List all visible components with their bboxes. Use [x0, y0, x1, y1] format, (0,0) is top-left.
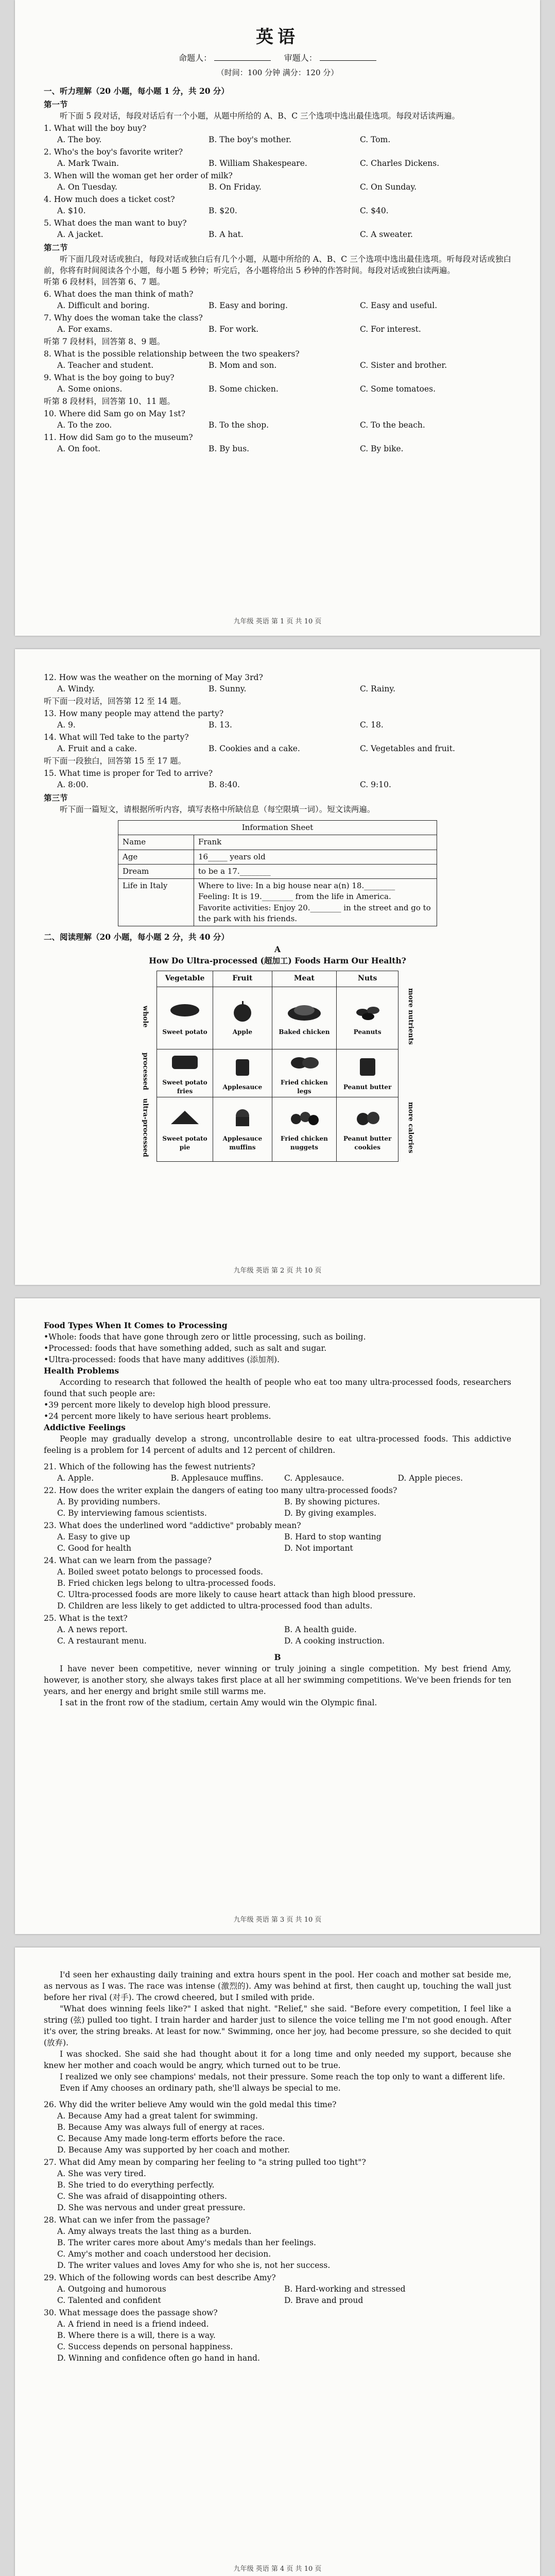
food-label: Peanuts — [353, 1028, 381, 1036]
applesauce-image — [215, 1055, 269, 1083]
answer-option: D. The writer values and loves Amy for who she is, not her success. — [57, 2261, 331, 2270]
answer-option: D. Children are less likely to get addicted to ultra-processed food than adults. — [57, 1601, 373, 1611]
answer-option: C. By interviewing famous scientists. — [57, 1509, 207, 1518]
answer-option: C. Vegetables and fruit. — [360, 744, 455, 753]
question-stem: 12. How was the weather on the morning of May 3rd? — [44, 673, 263, 682]
answer-options — [57, 229, 511, 240]
answer-options — [57, 2168, 511, 2213]
answer-option: C. Success depends on personal happiness. — [57, 2342, 233, 2351]
answer-options — [57, 1624, 511, 1647]
part3-intro: 听下面一篇短文，请根据所听内容，填写表格中所缺信息（每空限填一词）。短文读两遍。 — [60, 805, 375, 814]
question-stem: 30. What message does the passage show? — [44, 2308, 218, 2317]
part2-label: 第二节 — [44, 243, 68, 253]
question-stem: 27. What did Amy mean by comparing her feeling to "a string pulled too tight"? — [44, 2158, 366, 2167]
section-a-label: A — [274, 944, 281, 955]
part2-intro: 听下面几段对话或独白，每段对话或独白后有几个小题，从题中所给的 A、B、C 三个选项中选出最佳选项。听每段对话或独白前，你将有时间阅读各个小题，每小题 5 秒钟；听完后，各小题将给出 5 秒钟的作答时间。每段对话或独白读两遍。 — [44, 255, 511, 276]
answer-option: D. Brave and proud — [284, 2296, 363, 2305]
info-value: 16_____ years old — [194, 850, 437, 864]
answer-option: B. A hat. — [209, 230, 244, 240]
answer-option: B. She tried to do everything perfectly. — [57, 2180, 215, 2190]
question-list-3 — [44, 1461, 511, 1647]
part1-intro: 听下面 5 段对话，每段对话后有一个小题，从题中所给的 A、B、C 三个选项中选出最佳选项。每段对话读两遍。 — [60, 111, 460, 121]
question-stem: 4. How much does a ticket cost? — [44, 195, 175, 205]
peanut-butter-cookies-image — [339, 1107, 396, 1134]
answer-options — [57, 324, 511, 335]
answer-option: C. She was afraid of disappointing others. — [57, 2192, 227, 2201]
answer-option: D. A cooking instruction. — [284, 1636, 385, 1646]
passage-a-heading-3: Addictive Feelings — [44, 1422, 126, 1432]
food-label: Apple — [232, 1028, 253, 1036]
answer-option: A. By providing numbers. — [57, 1497, 161, 1506]
info-value: Frank — [194, 835, 437, 850]
question-stem: 7. Why does the woman take the class? — [44, 313, 203, 323]
question-stem: 10. Where did Sam go on May 1st? — [44, 409, 185, 419]
answer-option: B. Hard to stop wanting — [284, 1532, 381, 1541]
answer-option: A. To the zoo. — [57, 420, 112, 430]
question-stem: 25. What is the text? — [44, 1614, 128, 1623]
answer-option: B. Hard-working and stressed — [284, 2284, 406, 2294]
reviewer-label: 审题人： — [284, 53, 317, 63]
baked-chicken-image — [274, 1000, 335, 1028]
answer-option: C. Ultra-processed foods are more likely to cause heart attack than high blood pressure. — [57, 1590, 416, 1599]
listening-instruction: 听下面一段对话，回答第 12 至 14 题。 — [44, 697, 186, 706]
answer-option: A. A friend in need is a friend indeed. — [57, 2319, 209, 2329]
answer-option: B. 13. — [209, 720, 232, 730]
answer-option: C. On Sunday. — [360, 182, 417, 192]
answer-option: C. A sweater. — [360, 230, 413, 240]
answer-option: A. Fruit and a cake. — [57, 744, 137, 753]
answer-option: B. $20. — [209, 206, 237, 216]
applesauce-muffins-image — [215, 1107, 269, 1134]
answer-option: B. On Friday. — [209, 182, 262, 192]
answer-option: D. Apple pieces. — [397, 1473, 463, 1483]
answer-options — [57, 300, 511, 311]
answer-option: B. To the shop. — [209, 420, 269, 430]
answer-option: B. Easy and boring. — [209, 301, 288, 311]
answer-option: B. By showing pictures. — [284, 1497, 380, 1506]
part1-label: 第一节 — [44, 99, 68, 110]
answer-option: A. Boiled sweet potato belongs to processed foods. — [57, 1567, 263, 1577]
answer-option: C. For interest. — [360, 325, 421, 334]
row-label: processed — [141, 1053, 149, 1091]
info-key: Name — [118, 835, 194, 850]
page-footer: 九年级 英语 第 4 页 共 10 页 — [233, 2565, 322, 2573]
passage-b-para: I realized we only see champions' medals, not their pressure. Some reach the top only to want a different life. — [60, 2072, 505, 2081]
answer-option: A. Easy to give up — [57, 1532, 130, 1541]
listening-instruction: 听第 8 段材料，回答第 10、11 题。 — [44, 397, 176, 406]
page-2 — [15, 649, 540, 1285]
answer-option: B. For work. — [209, 325, 259, 334]
fried-chicken-nuggets-image — [274, 1107, 335, 1134]
answer-options — [57, 2283, 511, 2306]
passage-b-para: Even if Amy chooses an ordinary path, she'll always be special to me. — [60, 2083, 341, 2093]
passage-a-line: •Ultra-processed: foods that have many additives (添加剂). — [44, 1355, 280, 1364]
question-stem: 23. What does the underlined word "addictive" probably mean? — [44, 1521, 301, 1530]
answer-option: C. By bike. — [360, 444, 404, 454]
answer-option: B. The writer cares more about Amy's medals than her feelings. — [57, 2238, 316, 2247]
answer-option: A. The boy. — [57, 135, 102, 145]
answer-option: D. She was nervous and under great pressure. — [57, 2203, 246, 2212]
answer-option: A. Difficult and boring. — [57, 301, 150, 311]
answer-option: C. Easy and useful. — [360, 301, 438, 311]
info-key: Dream — [118, 864, 194, 878]
question-stem: 26. Why did the writer believe Amy would win the gold medal this time? — [44, 2100, 337, 2109]
food-label: Fried chicken legs — [280, 1079, 328, 1095]
question-stem: 1. What will the boy buy? — [44, 124, 147, 133]
question-list-4 — [44, 2099, 511, 2364]
answer-option: C. Rainy. — [360, 684, 395, 693]
question-stem: 21. Which of the following has the fewest nutrients? — [44, 1462, 255, 1471]
answer-option: A. She was very tired. — [57, 2169, 146, 2178]
answer-option: B. By bus. — [209, 444, 250, 454]
proposer-label: 命题人： — [179, 53, 212, 63]
answer-option: B. A health guide. — [284, 1625, 357, 1634]
answer-options — [57, 779, 511, 790]
answer-option: A. Some onions. — [57, 384, 123, 394]
passage-a-line: •24 percent more likely to have serious heart problems. — [44, 1412, 271, 1421]
sweet-potato-pie-image — [159, 1107, 211, 1134]
answer-options — [57, 360, 511, 371]
answer-option: A. Mark Twain. — [57, 159, 119, 168]
food-label: Sweet potato pie — [162, 1134, 207, 1151]
passage-a-line: •Processed: foods that have something added, such as salt and sugar. — [44, 1344, 327, 1353]
passage-a-line: People may gradually develop a strong, uncontrollable desire to eat ultra-processed foods. This addictive feeling is a problem for 14 percent of adults and 12 percent of children. — [44, 1434, 511, 1455]
answer-option: B. 8:40. — [209, 780, 240, 789]
answer-option: C. To the beach. — [360, 420, 425, 430]
answer-option: C. Tom. — [360, 135, 391, 145]
reading-heading: 二、阅读理解（20 小题，每小题 2 分，共 40 分） — [44, 932, 229, 942]
part3-label: 第三节 — [44, 793, 68, 803]
chart-title: How Do Ultra-processed (超加工) Foods Harm Our Health? — [149, 956, 406, 966]
page-footer: 九年级 英语 第 3 页 共 10 页 — [233, 1916, 322, 1924]
question-list-1 — [44, 123, 511, 454]
passage-b-para: I have never been competitive, never winning or truly joining a single competition. My best friend Amy, however, is another story, she always takes first place at all her swimming competitions. We've been friends for ten years, and her energy and bright smile still warms me. — [44, 1664, 511, 1696]
question-stem: 22. How does the writer explain the dangers of eating too many ultra-processed foods? — [44, 1486, 397, 1495]
answer-option: A. On foot. — [57, 444, 101, 454]
answer-option: C. $40. — [360, 206, 389, 216]
page-1 — [15, 0, 540, 636]
answer-option: C. Good for health — [57, 1544, 132, 1553]
passage-b-para: I was shocked. She said she had thought about it for a long time and only needed my support, because she knew her mother and coach would be angry, which turned out to be true. — [44, 2049, 511, 2070]
answer-option: C. Sister and brother. — [360, 361, 447, 370]
more-nutrients-label: more nutrients — [406, 988, 414, 1045]
info-value: to be a 17.________ — [194, 864, 437, 878]
answer-options — [57, 443, 511, 454]
answer-options — [57, 683, 511, 694]
answer-options — [57, 719, 511, 731]
passage-a-line: •39 percent more likely to develop high blood pressure. — [44, 1400, 271, 1410]
food-label: Fried chicken nuggets — [280, 1134, 328, 1151]
answer-options — [57, 1566, 511, 1612]
question-stem: 29. Which of the following words can best describe Amy? — [44, 2273, 276, 2282]
staff-line — [44, 53, 511, 64]
food-table — [133, 971, 422, 1162]
answer-option: C. 18. — [360, 720, 384, 730]
listening-instruction: 听第 6 段材料，回答第 6、7 题。 — [44, 277, 165, 287]
answer-options — [57, 205, 511, 216]
row-label: whole — [141, 1005, 149, 1028]
question-stem: 11. How did Sam go to the museum? — [44, 433, 193, 443]
answer-option: C. Amy's mother and coach understood her decision. — [57, 2249, 271, 2259]
sweet-potato-image — [159, 1000, 211, 1028]
answer-option: A. Outgoing and humorous — [57, 2284, 166, 2294]
answer-option: B. Fried chicken legs belong to ultra-processed foods. — [57, 1579, 276, 1588]
info-key: Age — [118, 850, 194, 864]
answer-option: D. By giving examples. — [284, 1509, 377, 1518]
food-label: Applesauce muffins — [222, 1134, 263, 1151]
answer-option: A. $10. — [57, 206, 86, 216]
answer-options — [57, 1472, 511, 1484]
answer-option: A. 8:00. — [57, 780, 89, 789]
answer-option: B. Sunny. — [209, 684, 247, 693]
answer-option: B. The boy's mother. — [209, 135, 291, 145]
food-col-header: Vegetable — [157, 971, 213, 987]
passage-b-para: I'd seen her exhausting daily training and extra hours spent in the pool. Her coach and mother sat beside me, as nervous as I was. The race was intense (激烈的). Amy was behind at first, then caught up, touching the wall just before her rival (对手). The crowd cheered, but I smiled with pride. — [44, 1970, 511, 2002]
passage-a-line: •Whole: foods that have gone through zero or little processing, such as boiling. — [44, 1332, 366, 1342]
answer-option: A. 9. — [57, 720, 76, 730]
info-key: Life in Italy — [118, 879, 194, 926]
food-label: Applesauce — [222, 1083, 263, 1091]
question-list-2 — [44, 672, 511, 790]
answer-option: C. Talented and confident — [57, 2296, 161, 2305]
answer-option: A. Because Amy had a great talent for swimming. — [57, 2111, 258, 2121]
answer-options — [57, 1531, 511, 1554]
listening-instruction: 听下面一段独白，回答第 15 至 17 题。 — [44, 756, 186, 766]
time-score: （时间：100 分钟 满分：120 分） — [216, 67, 339, 77]
question-stem: 15. What time is proper for Ted to arrive? — [44, 769, 213, 778]
food-label: Sweet potato — [162, 1028, 207, 1036]
answer-option: B. Some chicken. — [209, 384, 279, 394]
question-stem: 14. What will Ted take to the party? — [44, 733, 189, 742]
question-stem: 5. What does the man want to buy? — [44, 218, 187, 228]
answer-option: B. Mom and son. — [209, 361, 277, 370]
question-stem: 9. What is the boy going to buy? — [44, 373, 175, 383]
answer-option: D. Winning and confidence often go hand in hand. — [57, 2353, 260, 2363]
food-label: Sweet potato fries — [162, 1079, 207, 1095]
question-stem: 6. What does the man think of math? — [44, 290, 194, 299]
passage-b-para: I sat in the front row of the stadium, certain Amy would win the Olympic final. — [60, 1698, 377, 1707]
page-footer: 九年级 英语 第 2 页 共 10 页 — [233, 1266, 322, 1275]
peanuts-image — [339, 1000, 396, 1028]
answer-option: D. Because Amy was supported by her coach and mother. — [57, 2145, 290, 2155]
information-sheet — [118, 820, 437, 926]
answer-options — [57, 134, 511, 145]
food-col-header: Meat — [272, 971, 337, 987]
listening-instruction: 听第 7 段材料，回答第 8、9 题。 — [44, 337, 165, 347]
answer-option: C. Some tomatoes. — [360, 384, 436, 394]
food-label: Baked chicken — [279, 1028, 330, 1036]
answer-option: C. Applesauce. — [284, 1473, 344, 1483]
food-col-header: Nuts — [337, 971, 398, 987]
page-footer: 九年级 英语 第 1 页 共 10 页 — [233, 617, 322, 625]
peanut-butter-image — [339, 1055, 396, 1083]
answer-option: A. A jacket. — [57, 230, 103, 240]
answer-options — [57, 1496, 511, 1519]
question-stem: 3. When will the woman get her order of milk? — [44, 171, 233, 181]
food-col-header: Fruit — [213, 971, 272, 987]
answer-option: B. Where there is a will, there is a way. — [57, 2331, 216, 2340]
answer-option: A. Teacher and student. — [57, 361, 154, 370]
answer-option: A. A news report. — [57, 1625, 128, 1634]
answer-option: A. Apple. — [57, 1473, 94, 1483]
answer-option: C. A restaurant menu. — [57, 1636, 147, 1646]
apple-image — [215, 1000, 269, 1028]
info-caption: Information Sheet — [118, 821, 437, 835]
answer-options — [57, 383, 511, 395]
passage-b-para: "What does winning feels like?" I asked that night. "Relief," she said. "Before every competition, I feel like a string (弦) pulled too tight. I train harder and harder just to silence the voice telling me I'm not good enough. After it's over, the string breaks. At least for now." Swimming, once her joy, had become pressure, so she decided to quit (放弃). — [44, 2004, 511, 2047]
answer-option: A. For exams. — [57, 325, 113, 334]
answer-option: C. 9:10. — [360, 780, 391, 789]
food-label: Peanut butter — [343, 1083, 392, 1091]
more-calories-label: more calories — [406, 1101, 414, 1154]
section-b-label: B — [274, 1652, 281, 1662]
answer-option: B. Applesauce muffins. — [170, 1473, 264, 1483]
answer-option: A. Windy. — [57, 684, 95, 693]
sweet-potato-fries-image — [159, 1050, 211, 1078]
page-3 — [15, 1298, 540, 1934]
page-4 — [15, 1947, 540, 2576]
answer-option: B. Because Amy was always full of energy at races. — [57, 2123, 265, 2132]
row-label: ultra-processed — [141, 1098, 149, 1157]
answer-option: B. Cookies and a cake. — [209, 744, 300, 753]
answer-option: C. Because Amy made long-term efforts before the race. — [57, 2134, 285, 2143]
passage-a-heading-2: Health Problems — [44, 1366, 119, 1376]
question-stem: 8. What is the possible relationship between the two speakers? — [44, 349, 300, 359]
question-stem: 24. What can we learn from the passage? — [44, 1556, 212, 1565]
question-stem: 13. How many people may attend the party? — [44, 709, 224, 718]
answer-options — [57, 181, 511, 193]
question-stem: 28. What can we infer from the passage? — [44, 2215, 210, 2225]
food-label: Peanut butter cookies — [343, 1134, 392, 1151]
passage-a-line: According to research that followed the health of people who eat too many ultra-processed foods, researchers found that such people are: — [44, 1378, 511, 1398]
answer-options — [57, 158, 511, 169]
answer-options — [57, 419, 511, 431]
passage-a-heading-1: Food Types When It Comes to Processing — [44, 1320, 228, 1330]
answer-options — [57, 743, 511, 754]
listening-heading: 一、听力理解（20 小题，每小题 1 分，共 20 分） — [44, 86, 229, 96]
answer-option: C. Charles Dickens. — [360, 159, 440, 168]
question-stem: 2. Who's the boy's favorite writer? — [44, 147, 183, 157]
answer-option: A. On Tuesday. — [57, 182, 117, 192]
info-value: Where to live: In a big house near a(n) 18.________ Feeling: It is 19.________ from the life in America. Favorite activities: Enjoy 20.________ in the street and go to the park with his friends. — [194, 879, 437, 926]
answer-option: D. Not important — [284, 1544, 353, 1553]
answer-option: A. Amy always treats the last thing as a burden. — [57, 2227, 252, 2236]
exam-title: 英语 — [256, 27, 299, 47]
answer-options — [57, 2318, 511, 2364]
answer-options — [57, 2226, 511, 2271]
fried-chicken-legs-image — [274, 1050, 335, 1078]
answer-option: B. William Shakespeare. — [209, 159, 307, 168]
answer-options — [57, 2110, 511, 2156]
